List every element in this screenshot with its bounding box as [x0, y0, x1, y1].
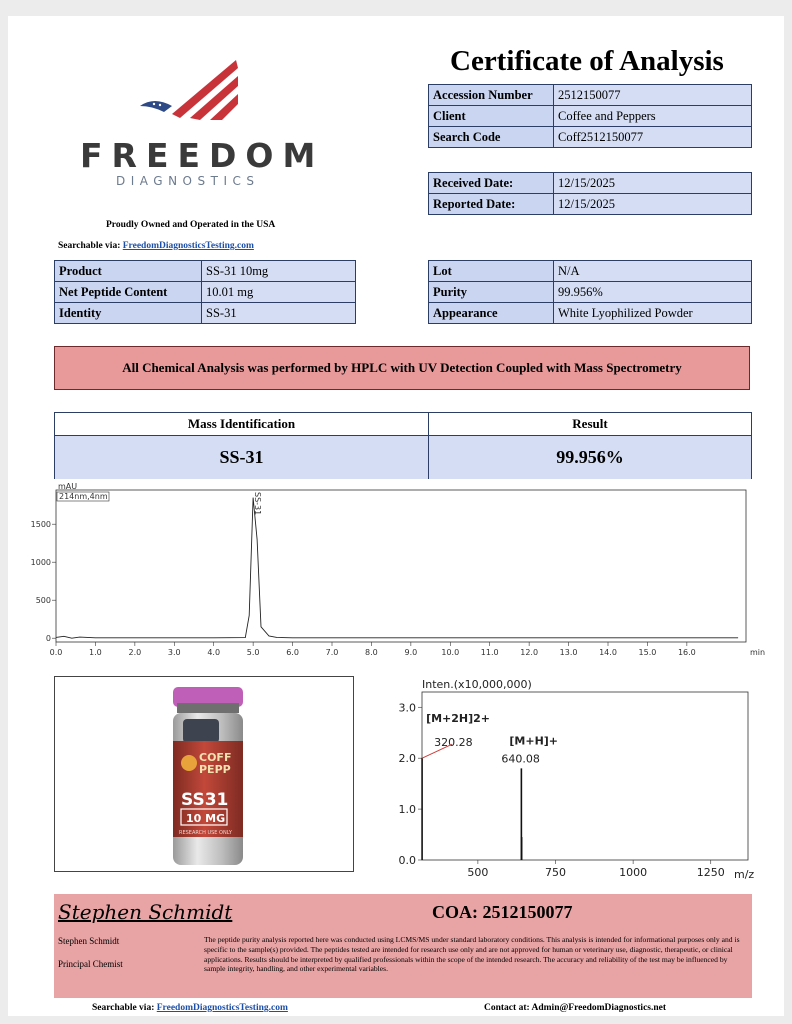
- vial-brand-line2: PEPP: [199, 763, 231, 776]
- mass-identification-table: [54, 412, 752, 479]
- chemist-name: Stephen Schmidt: [58, 936, 120, 946]
- x-tick-label: 2.0: [128, 648, 142, 657]
- received-date-label: Received Date:: [429, 173, 554, 194]
- reported-date-value: 12/15/2025: [554, 194, 752, 215]
- searchable-line: [58, 241, 254, 251]
- y-axis-label: Inten.(x10,000,000): [422, 678, 532, 691]
- table-row: [55, 282, 356, 303]
- table-row: [429, 127, 752, 148]
- x-tick-label: 750: [545, 866, 567, 879]
- table-row: [429, 261, 752, 282]
- mass-id-header: Mass Identification: [55, 413, 429, 435]
- y-tick-label: 1500: [30, 520, 51, 530]
- appearance-label: Appearance: [429, 303, 554, 324]
- table-row: [429, 173, 752, 194]
- disclaimer: The peptide purity analysis reported here was conducted using LCMS/MS under standard laboratory conditions. This analysis is intended for informational purposes only and is specific to the sample(s) provided. The peptides tested are intended for research use only and are not approved for human or veterinary use, diagnostic, therapeutic, or clinical applications. Results should be interpreted by qualified professionals within the scope of the intended research. The accuracy and reliability of the test may be influenced by sample integrity, handling, and other experimental variables.: [204, 935, 740, 974]
- y-tick-label: 0: [45, 634, 51, 644]
- product-table: [54, 260, 356, 324]
- search-code-value: Coff2512150077: [554, 127, 752, 148]
- vial-photo: [54, 676, 354, 872]
- table-row: [429, 282, 752, 303]
- x-tick-label: 16.0: [677, 648, 696, 657]
- y-tick-label: 1.0: [398, 803, 416, 817]
- legend-label: 214nm,4nm: [59, 492, 108, 501]
- client-label: Client: [429, 106, 554, 127]
- purity-value: 99.956%: [554, 282, 752, 303]
- x-tick-label: 11.0: [480, 648, 499, 657]
- y-tick-label: 500: [35, 596, 51, 606]
- y-tick-label: 0.0: [398, 854, 416, 867]
- x-tick-label: 15.0: [638, 648, 657, 657]
- peak-ion-label: [M+H]+: [509, 734, 559, 748]
- net-peptide-label: Net Peptide Content: [55, 282, 202, 303]
- method-banner: All Chemical Analysis was performed by HPLC with UV Detection Coupled with Mass Spectrometry: [54, 346, 750, 390]
- searchable-label: Searchable via:: [58, 241, 121, 251]
- y-axis-label: mAU: [58, 482, 78, 491]
- mass-id-value: SS-31: [55, 435, 429, 479]
- identity-value: SS-31: [202, 303, 356, 324]
- certificate-page: [8, 16, 784, 1016]
- logo-wordmark: FREEDOM: [80, 136, 325, 175]
- x-tick-label: 13.0: [559, 648, 578, 657]
- table-row: [429, 194, 752, 215]
- peak-mz-label: 320.28: [434, 736, 473, 750]
- website-link[interactable]: FreedomDiagnosticsTesting.com: [122, 241, 254, 251]
- x-tick-label: 500: [467, 866, 489, 879]
- appearance-value: White Lyophilized Powder: [554, 303, 752, 324]
- table-row: [55, 261, 356, 282]
- result-header: Result: [429, 413, 751, 435]
- peak-mz-label: 640.08: [501, 752, 540, 766]
- dates-table: [428, 172, 752, 215]
- bottom-website-link[interactable]: FreedomDiagnosticsTesting.com: [156, 1003, 288, 1013]
- x-tick-label: 1250: [696, 866, 725, 879]
- x-tick-label: 3.0: [167, 648, 181, 657]
- x-tick-label: 9.0: [404, 648, 418, 657]
- flag-logo-icon: [134, 56, 244, 126]
- x-tick-label: 1.0: [89, 648, 102, 657]
- x-tick-label: 1000: [619, 866, 648, 879]
- table-row: [429, 106, 752, 127]
- purity-label: Purity: [429, 282, 554, 303]
- chemist-role: Principal Chemist: [58, 959, 123, 969]
- x-axis-label: min: [750, 648, 766, 657]
- coa-number: COA: 2512150077: [432, 902, 573, 922]
- tagline: Proudly Owned and Operated in the USA: [106, 220, 276, 230]
- mass-spectrum: [384, 676, 756, 888]
- reported-date-label: Reported Date:: [429, 194, 554, 215]
- accession-label: Accession Number: [429, 85, 554, 106]
- vial-name: SS31: [181, 790, 229, 810]
- search-code-label: Search Code: [429, 127, 554, 148]
- accession-table: [428, 84, 752, 148]
- x-tick-label: 0.0: [49, 648, 63, 657]
- x-tick-label: 12.0: [520, 648, 539, 657]
- identity-label: Identity: [55, 303, 202, 324]
- hplc-chromatogram: [28, 482, 768, 670]
- product-value: SS-31 10mg: [202, 261, 356, 282]
- y-tick-label: 3.0: [398, 701, 416, 715]
- result-value: 99.956%: [429, 435, 751, 479]
- x-tick-label: 14.0: [599, 648, 617, 657]
- peak-ion-label: [M+2H]2+: [426, 712, 491, 726]
- product-label: Product: [55, 261, 202, 282]
- document-title: Certificate of Analysis: [450, 45, 724, 77]
- bottom-searchable: [92, 1003, 288, 1013]
- footer-panel: [54, 894, 752, 998]
- vial-dose: 10 MG: [186, 812, 226, 825]
- x-tick-label: 6.0: [286, 648, 299, 657]
- contact-line: Contact at: Admin@FreedomDiagnostics.net: [484, 1003, 667, 1013]
- lot-table: [428, 260, 752, 324]
- vial-note: RESEARCH USE ONLY: [179, 830, 232, 836]
- x-tick-label: 8.0: [365, 648, 378, 657]
- x-tick-label: 4.0: [207, 648, 221, 657]
- vial-brand-line1: COFF: [199, 751, 232, 764]
- net-peptide-value: 10.01 mg: [202, 282, 356, 303]
- lot-value: N/A: [554, 261, 752, 282]
- x-tick-label: 7.0: [325, 648, 339, 657]
- peak-label: SS-31: [253, 492, 263, 516]
- x-axis-label: m/z: [734, 868, 755, 881]
- table-row: [429, 85, 752, 106]
- table-row: [429, 303, 752, 324]
- table-row: [55, 303, 356, 324]
- client-value: Coffee and Peppers: [554, 106, 752, 127]
- signature: Stephen Schmidt: [58, 900, 233, 924]
- x-tick-label: 10.0: [441, 648, 460, 657]
- received-date-value: 12/15/2025: [554, 173, 752, 194]
- y-tick-label: 1000: [30, 558, 51, 568]
- bottom-searchable-label: Searchable via:: [92, 1003, 155, 1013]
- vial-icon: [55, 677, 353, 871]
- x-tick-label: 5.0: [246, 648, 260, 657]
- lot-label: Lot: [429, 261, 554, 282]
- plot-frame: [56, 490, 746, 642]
- logo-subtitle: DIAGNOSTICS: [116, 174, 260, 188]
- accession-value: 2512150077: [554, 85, 752, 106]
- y-tick-label: 2.0: [398, 752, 416, 766]
